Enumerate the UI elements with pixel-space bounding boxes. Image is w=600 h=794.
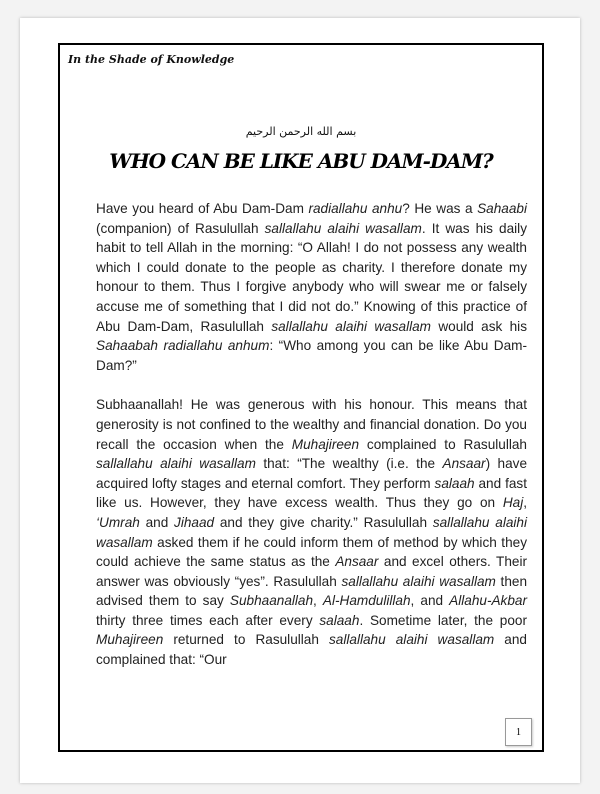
italic-term: Subhaanallah: [229, 593, 314, 609]
text-run: and they give charity.” Rasulullah: [214, 514, 433, 530]
text-run: that: “The wealthy (i.e. the: [255, 456, 443, 472]
text-run: ) have acquired lofty stages and eternal comfort. They perform: [96, 456, 528, 491]
text-run: complained to Rasulullah: [359, 436, 527, 452]
text-run: (companion) of Rasulullah: [96, 220, 265, 236]
text-run: Have you heard of Abu Dam-Dam: [96, 201, 309, 216]
italic-term: Haj: [502, 495, 524, 511]
text-run: ? He was a: [402, 201, 478, 216]
italic-term: sallallahu alaihi wasallam: [271, 318, 432, 334]
article-title: WHO CAN BE LIKE ABU DAM-DAM?: [109, 149, 493, 173]
page-border: [58, 43, 544, 752]
italic-term: Ansaar: [442, 456, 486, 472]
italic-term: sallallahu alaihi wasallam: [264, 220, 422, 236]
text-run: thirty three times each after every: [96, 612, 320, 628]
italic-term: sallallahu alaihi wasallam: [341, 573, 496, 589]
text-run: ,: [523, 495, 527, 511]
italic-term: salaah: [319, 612, 360, 628]
text-run: ,: [313, 593, 323, 609]
text-run: and complained that: “Our: [96, 632, 527, 668]
text-run: . It was his daily habit to tell Allah in the morning: “O Allah! I do not possess any wealth which I could donate to the people as charity. I therefore donate my honour to them. Thus I forgive anybody who will swear me or falsely accuse me of something that I did not do.” Knowing of this practice of Abu Dam-Dam, Rasulullah: [96, 220, 527, 334]
text-run: . Sometime later, the poor: [359, 612, 528, 628]
italic-term: ‘Umrah: [96, 514, 140, 530]
text-run: would ask his: [431, 318, 527, 334]
italic-term: Allahu-Akbar: [449, 593, 527, 609]
document-page: [20, 18, 580, 783]
italic-term: radiallahu anhu: [308, 201, 403, 216]
italic-term: Al-Hamdulillah: [322, 593, 411, 609]
italic-term: Muhajireen: [291, 436, 360, 452]
italic-term: salaah: [434, 475, 475, 491]
running-header: In the Shade of Knowledge: [68, 53, 235, 66]
italic-term: sallallahu alaihi wasallam: [96, 514, 527, 550]
text-run: then advised them to say: [96, 573, 528, 609]
italic-term: sallallahu alaihi wasallam: [96, 456, 256, 472]
text-run: , and: [410, 593, 450, 609]
paragraph-2: [96, 395, 527, 669]
page-number: 1: [505, 718, 532, 746]
italic-term: sallallahu alaihi wasallam: [329, 632, 495, 648]
text-run: : “Who among you can be like Abu Dam-Dam?”: [96, 338, 527, 373]
text-run: asked them if he could inform them of method by which they could achieve the same status as the: [96, 534, 527, 570]
article-body: [96, 199, 527, 690]
text-run: and excel others. Their answer was obviously “yes”. Rasulullah: [96, 554, 527, 589]
bismillah-text: بسم الله الرحمن الرحيم: [245, 125, 357, 138]
text-run: returned to Rasulullah: [163, 632, 329, 648]
italic-term: Sahaabi: [477, 201, 527, 216]
text-run: and: [139, 514, 175, 530]
paragraph-1: [96, 199, 527, 375]
italic-term: Sahaabah radiallahu anhum: [96, 338, 270, 354]
italic-term: Ansaar: [335, 554, 379, 570]
italic-term: Jihaad: [174, 514, 215, 530]
italic-term: Muhajireen: [96, 632, 164, 648]
text-run: Subhaanallah! He was generous with his honour. This means that generosity is not confined to the wealthy and financial donation. Do you recall the occasion when the: [96, 397, 527, 452]
text-run: and fast like us. However, they have excess wealth. Thus they go on: [96, 475, 527, 511]
